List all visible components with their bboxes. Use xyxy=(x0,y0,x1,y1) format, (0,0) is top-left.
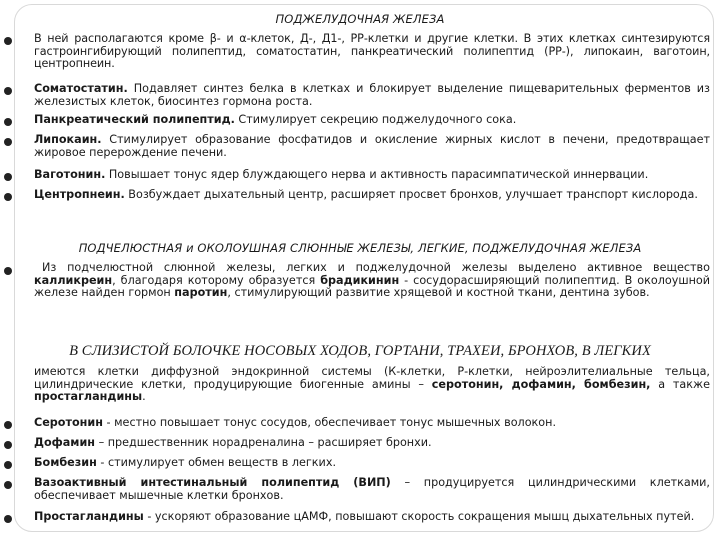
list-item xyxy=(34,83,710,108)
list-item xyxy=(34,457,710,470)
list-item xyxy=(34,114,710,127)
text-run: имеются клетки диффузной эндокринной системы (К-клетки, Р-клетки, нейроэлителиальные тельца, цилиндрические клетки, продуцирующие биогенные амины – xyxy=(34,365,710,391)
item-term: Соматостатин. xyxy=(34,82,128,95)
section2-paragraph xyxy=(34,262,710,300)
list-item xyxy=(34,134,710,159)
text-run: - сосудорасширяющий полипептид. В околоушной железе найден гормон xyxy=(34,273,710,300)
section1-intro: В ней располагаются кроме β- и α-клеток, Д-, Д1-, РР-клетки и другие клетки. В этих клетках синтезируются гастроингибирующий полипептид, соматостатин, панкреатический полипептид (РР-), липокаин, ваготоин, центропнеин. xyxy=(34,32,710,71)
amines-list: серотонин, дофамин, бомбезин, xyxy=(431,377,651,391)
bullet xyxy=(4,87,12,95)
term-kallikrein: калликреин xyxy=(34,273,113,287)
bullet xyxy=(4,481,12,489)
item-text: – предшественник норадреналина – расширяет бронхи. xyxy=(95,436,432,449)
bullet xyxy=(4,267,12,275)
list-item xyxy=(34,169,710,182)
text-run: а также xyxy=(650,377,710,391)
item-text: Возбуждает дыхательный центр, расширяет просвет бронхов, улучшает транспорт кислорода. xyxy=(124,188,698,201)
bullet xyxy=(4,461,12,469)
section1-title: ПОДЖЕЛУДОЧНАЯ ЖЕЛЕЗА xyxy=(275,12,445,26)
term-bradykinin: брадикинин xyxy=(320,273,400,287)
bullet xyxy=(4,37,12,45)
bullet xyxy=(4,193,12,201)
item-term: Ваготонин. xyxy=(34,168,106,181)
item-text: – продуцируется цилиндрическими клетками, обеспечивает мышечные клетки бронхов. xyxy=(34,476,710,502)
item-term: Простагландины xyxy=(34,510,144,523)
item-term: Центропнеин. xyxy=(34,188,125,201)
text-run: . xyxy=(142,390,146,404)
list-item xyxy=(34,437,710,450)
item-text: Стимулирует образование фосфатидов и окисление жирных кислот в печени, предотвращает жировое перерождение печени. xyxy=(34,133,710,159)
bullet xyxy=(4,421,12,429)
bullet xyxy=(4,441,12,449)
item-term: Липокаин. xyxy=(34,133,102,146)
item-term: Серотонин xyxy=(34,416,103,429)
section3-paragraph xyxy=(34,366,710,404)
term-prostaglandins: простагландины xyxy=(34,390,143,404)
item-text: Повышает тонус ядер блуждающего нерва и активность парасимпатической иннервации. xyxy=(105,168,649,181)
section2-title: ПОДЧЕЛЮСТНАЯ и ОКОЛОУШНАЯ СЛЮННЫЕ ЖЕЛЕЗЫ, ЛЕГКИЕ, ПОДЖЕЛУДОЧНАЯ ЖЕЛЕЗА xyxy=(78,241,642,255)
text-run: Из подчелюстной слюнной железы, легких и поджелудочной железы выделено активное вещество xyxy=(42,261,710,274)
section3-title: В СЛИЗИСТОЙ БОЛОЧКЕ НОСОВЫХ ХОДОВ, ГОРТАНИ, ТРАХЕИ, БРОНХОВ, В ЛЕГКИХ xyxy=(69,343,651,359)
term-parotin: паротин xyxy=(174,286,228,300)
item-term: Бомбезин xyxy=(34,456,97,469)
bullet xyxy=(4,515,12,523)
item-term: Вазоактивный интестинальный полипептид (ВИП) xyxy=(34,476,391,489)
item-term: Дофамин xyxy=(34,436,96,449)
item-text: Подавляет синтез белка в клетках и блокирует выделение пищеварительных ферментов из железистых клеток, биосинтез гормона роста. xyxy=(34,82,710,108)
item-text: - ускоряют образование цАМФ, повышают скорость сокращения мышц дыхательных путей. xyxy=(143,510,695,523)
item-text: Стимулирует секрецию поджелудочного сока. xyxy=(234,113,517,126)
bullet xyxy=(4,173,12,181)
list-item xyxy=(34,511,710,524)
bullet xyxy=(4,138,12,146)
text-run: , стимулирующий развитие хрящевой и костной ткани, дентина зубов. xyxy=(227,286,650,300)
item-text: - местно повышает тонус сосудов, обеспечивает тонус мышечных волокон. xyxy=(102,416,557,429)
item-term: Панкреатический полипептид. xyxy=(34,113,235,126)
list-item xyxy=(34,189,710,202)
list-item xyxy=(34,417,710,430)
item-text: - стимулирует обмен веществ в легких. xyxy=(96,456,336,469)
list-item xyxy=(34,477,710,502)
text-run: , благодаря которому образуется xyxy=(112,273,321,287)
bullet xyxy=(4,118,12,126)
